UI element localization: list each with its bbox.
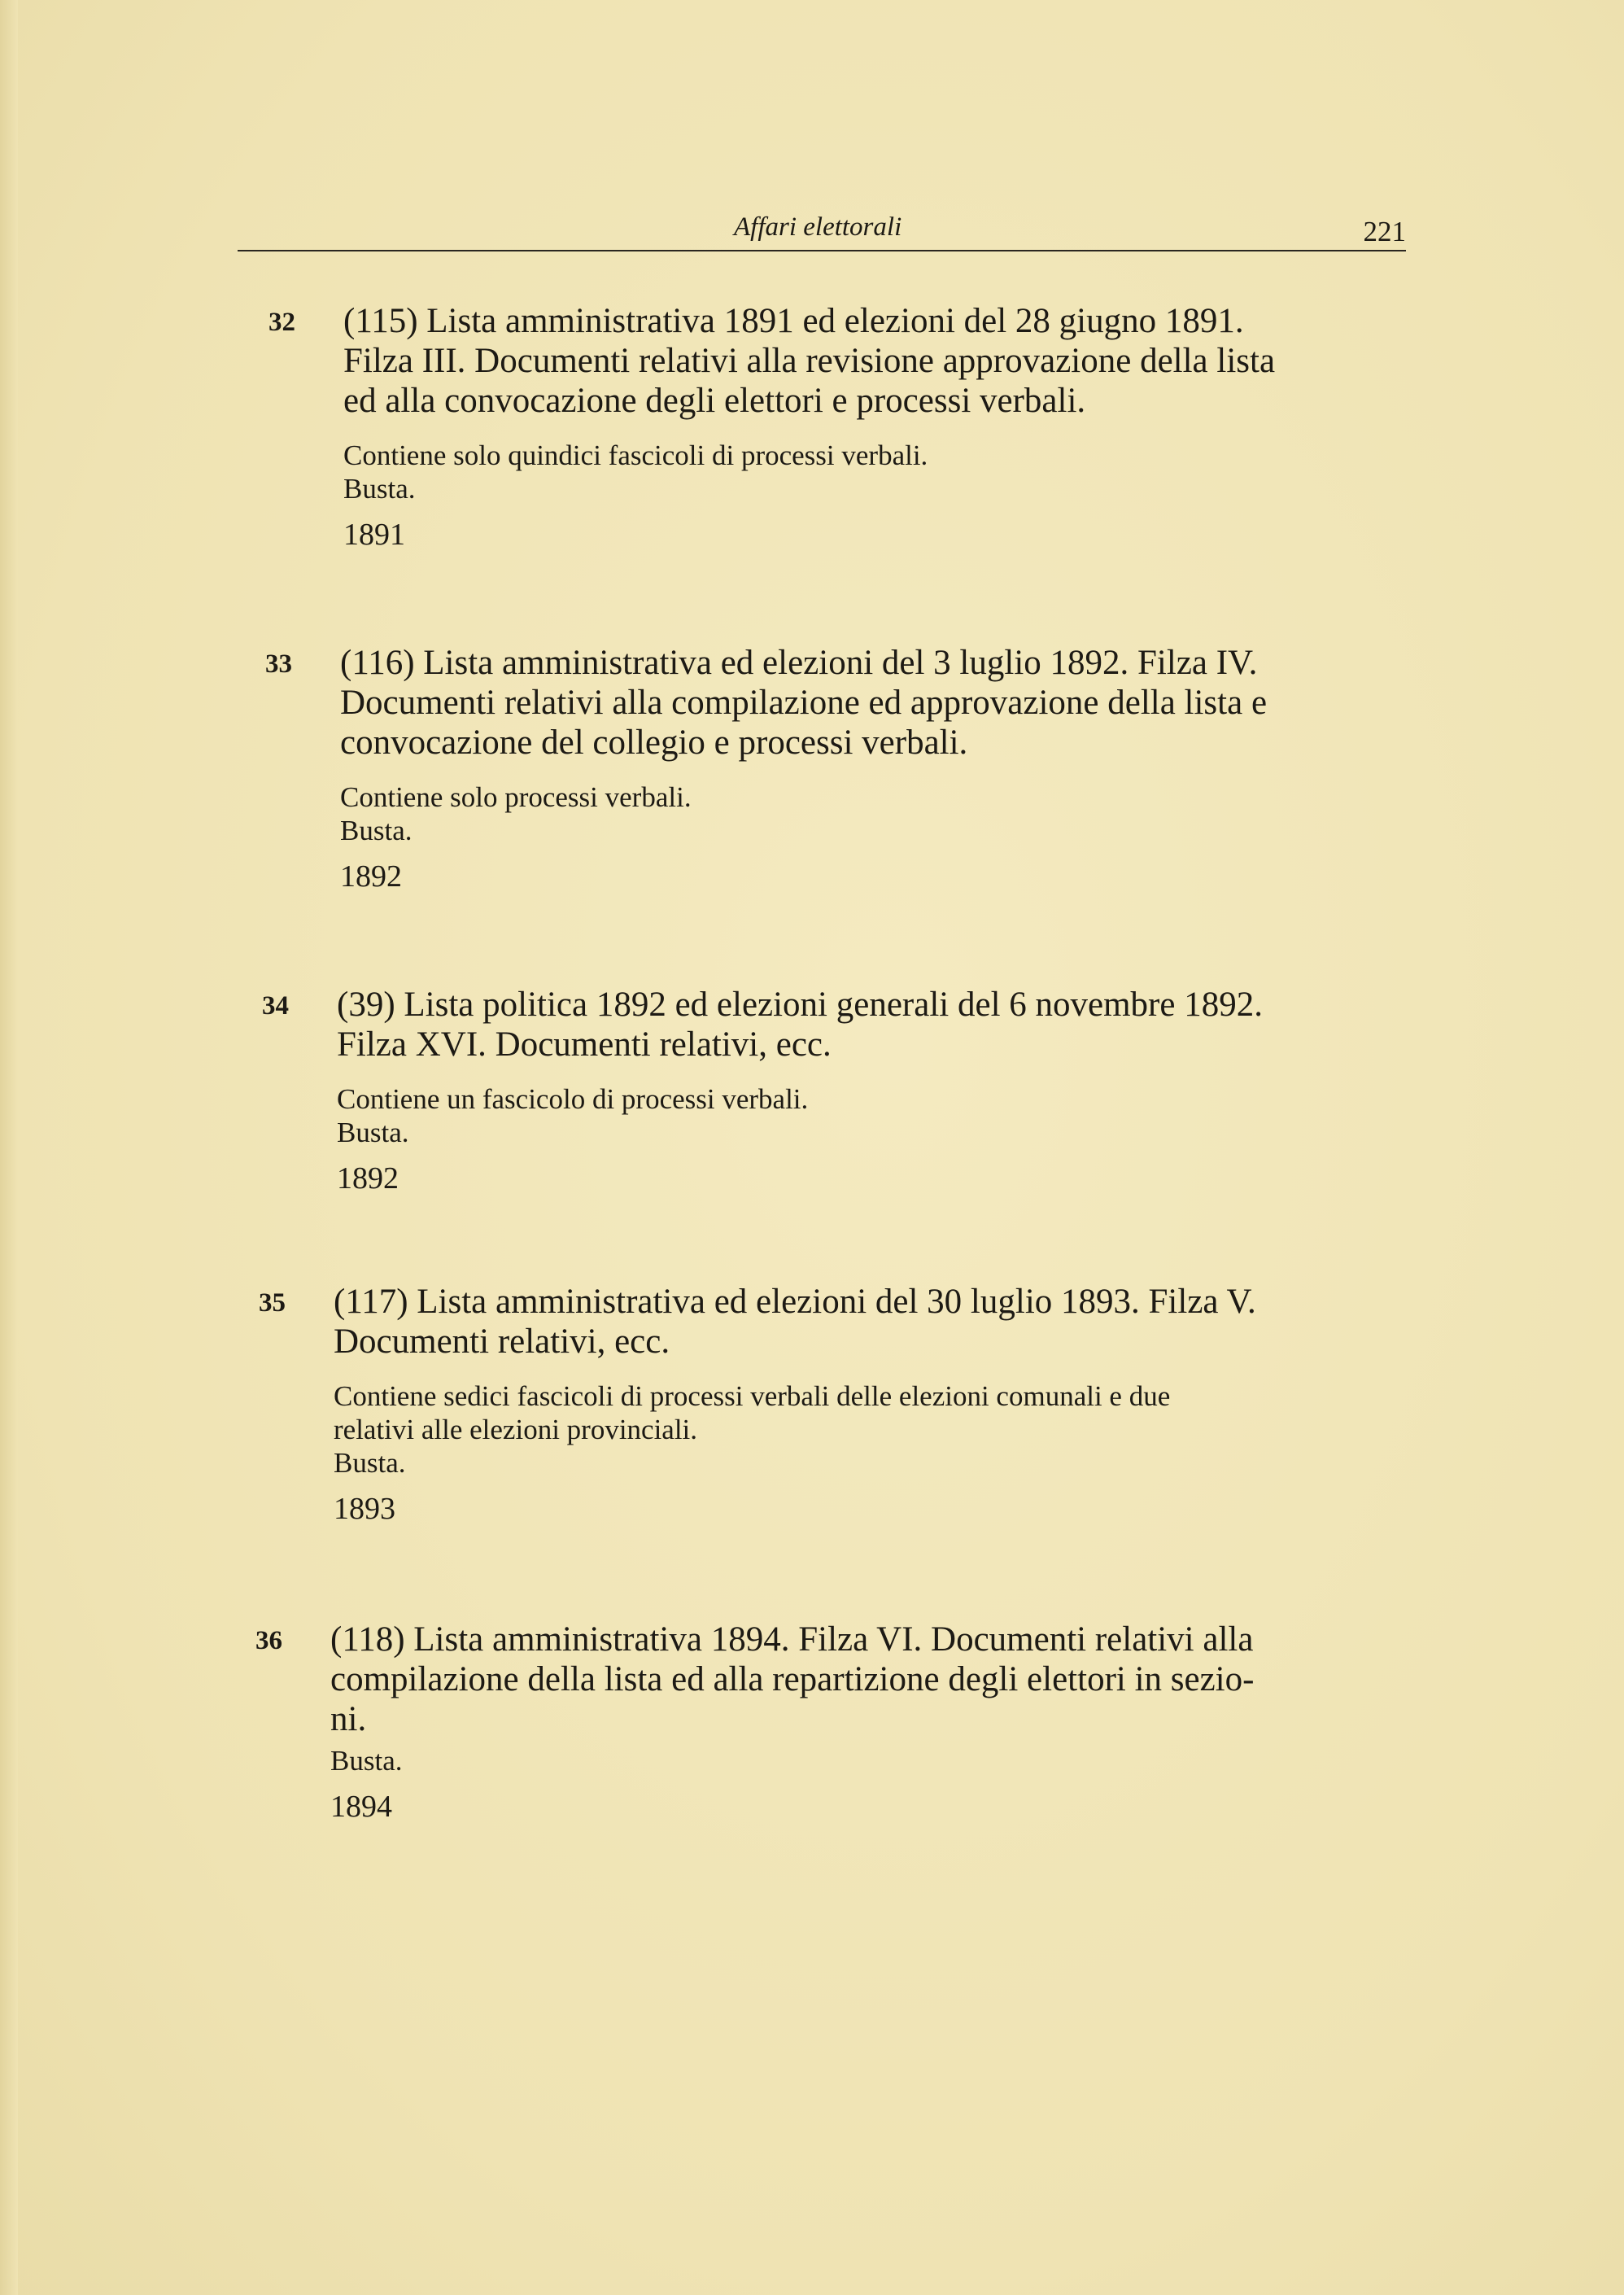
entry-number: 36 [255,1626,282,1655]
entry-title-line: Filza XVI. Documenti relativi, ecc. [337,1025,832,1064]
entry-title-line: (118) Lista amministrativa 1894. Filza VI. Documenti relativi alla [330,1620,1254,1659]
entry-note-line: Contiene un fascicolo di processi verbali. [337,1083,809,1115]
entry-note [337,1082,1419,1116]
entry-busta: Busta. [343,473,416,505]
entry-year: 1892 [340,859,402,894]
entry-title [330,1620,1412,1739]
entry-number: 32 [268,308,295,337]
entry-title-line: (115) Lista amministrativa 1891 ed elezioni del 28 giugno 1891. [343,302,1244,340]
entry-note [340,780,1422,814]
running-title: Affari elettorali [734,212,902,242]
header-rule [238,250,1406,251]
entry-body [337,985,1419,1196]
page-header [238,208,1406,255]
entry-busta: Busta. [340,815,413,846]
entry-note-line: Contiene sedici fascicoli di processi verbali delle elezioni comunali e due [334,1380,1171,1412]
entry-number: 34 [262,991,289,1021]
entry-number: 35 [259,1288,286,1318]
entry-note [343,439,1425,472]
entry-body [343,301,1425,553]
entry-note [334,1379,1416,1446]
entry-title-line: (39) Lista politica 1892 ed elezioni generali del 6 novembre 1892. [337,986,1263,1024]
entry-busta: Busta. [334,1447,406,1479]
entry-body [334,1282,1416,1527]
entry-body [330,1620,1412,1825]
entry-title [337,985,1419,1064]
entry-title [334,1282,1416,1362]
page-number: 221 [1363,216,1406,247]
entry-year: 1892 [337,1161,399,1196]
page-spine-shadow [0,0,18,2295]
entry-title [343,301,1425,421]
entry-title-line: (117) Lista amministrativa ed elezioni del 30 luglio 1893. Filza V. [334,1283,1256,1321]
entry-note-line: Contiene solo quindici fascicoli di processi verbali. [343,439,928,471]
entry-title-line: compilazione della lista ed alla repartizione degli elettori in sezio- [330,1660,1255,1698]
entry-title-line: (116) Lista amministrativa ed elezioni del 3 luglio 1892. Filza IV. [340,644,1258,682]
entry-title [340,643,1422,763]
entry-number: 33 [265,649,292,679]
entry-title-line: ed alla convocazione degli elettori e processi verbali. [343,382,1086,420]
entry-title-line: convocazione del collegio e processi verbali. [340,723,968,762]
entry-busta: Busta. [330,1745,403,1777]
entry-title-line: Filza III. Documenti relativi alla revisione approvazione della lista [343,342,1276,380]
entry-title-line: Documenti relativi, ecc. [334,1322,670,1361]
entry-title-line: Documenti relativi alla compilazione ed approvazione della lista e [340,684,1268,722]
entry-note-line: relativi alle elezioni provinciali. [334,1414,698,1445]
entry-title-line: ni. [330,1700,367,1738]
entry-note-line: Contiene solo processi verbali. [340,781,692,813]
entry-busta: Busta. [337,1117,409,1148]
entry-body [340,643,1422,894]
entry-year: 1894 [330,1790,392,1824]
entry-year: 1891 [343,518,405,552]
entry-year: 1893 [334,1492,395,1526]
